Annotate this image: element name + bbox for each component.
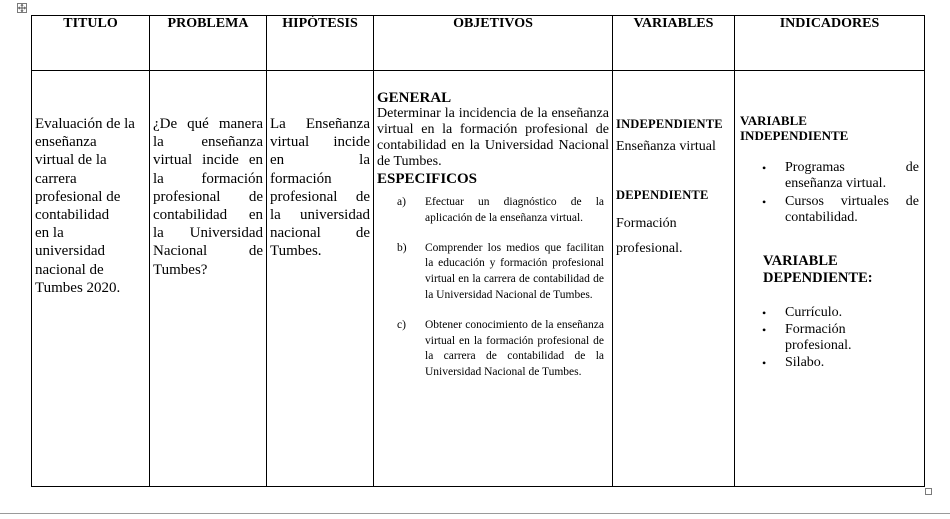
indicador-line: Currículo. [785, 305, 843, 320]
indicador-item [740, 355, 919, 371]
bullet-icon: • [762, 306, 767, 320]
hipotesis-line: profesional de [270, 188, 370, 205]
titulo-line: enseñanza [35, 134, 97, 151]
titulo-line: carrera [35, 170, 77, 187]
indicadores-content [735, 114, 924, 371]
variable-dependiente-value [616, 211, 731, 261]
titulo-text [32, 115, 149, 297]
indicador-line: Programas de [785, 160, 919, 175]
heading-line: INDEPENDIENTE [740, 127, 849, 143]
table-resize-handle[interactable] [925, 488, 932, 495]
heading-line: DEPENDIENTE: [763, 270, 873, 286]
indicador-item [740, 194, 919, 226]
problema-line: Nacional de [153, 243, 263, 260]
header-objetivos: OBJETIVOS [374, 16, 613, 71]
hipotesis-line: en la [270, 152, 370, 169]
general-heading: GENERAL [377, 90, 452, 106]
indicador-line: profesional. [785, 338, 852, 353]
titulo-cell[interactable] [32, 71, 150, 487]
titulo-line: en la [35, 225, 64, 242]
hipotesis-line: Tumbes. [270, 243, 322, 260]
indicadores-independiente-heading [740, 114, 919, 143]
indicador-item [740, 322, 919, 354]
especifico-item [377, 241, 609, 304]
problema-line: virtual incide en [153, 152, 263, 169]
list-marker: b) [397, 241, 407, 254]
header-titulo: TITULO [32, 16, 150, 71]
heading-line: VARIABLE [740, 113, 807, 128]
problema-line: Tumbes? [153, 261, 208, 278]
content-row [32, 71, 925, 487]
variable-independiente-value: Enseñanza virtual [616, 139, 716, 154]
problema-line: la formación [153, 170, 263, 187]
hipotesis-cell[interactable] [267, 71, 374, 487]
problema-cell[interactable] [150, 71, 267, 487]
indicador-item [740, 305, 919, 321]
indicadores-dependiente-heading [740, 253, 919, 287]
header-indicadores: INDICADORES [735, 16, 925, 71]
problema-line: la enseñanza [153, 134, 263, 151]
indicador-line: Silabo. [785, 355, 825, 370]
especifico-text: Efectuar un diagnóstico de la aplicación de la enseñanza virtual. [425, 196, 604, 224]
problema-line: contabilidad en [153, 207, 263, 224]
titulo-line: Tumbes 2020. [35, 279, 121, 296]
list-marker: c) [397, 318, 406, 331]
titulo-line: nacional de [35, 261, 104, 278]
header-row [32, 16, 925, 71]
indicador-line: enseñanza virtual. [785, 176, 887, 191]
bullet-icon: • [762, 356, 767, 370]
table-move-handle[interactable] [17, 3, 27, 13]
header-variables: VARIABLES [613, 16, 735, 71]
objetivos-cell[interactable] [374, 71, 613, 487]
problema-line: ¿De qué manera [153, 116, 263, 132]
variable-dependiente-label: DEPENDIENTE [616, 188, 709, 202]
hipotesis-line: nacional de [270, 225, 370, 242]
indicador-item [740, 160, 919, 192]
variable-independiente-label: INDEPENDIENTE [616, 117, 723, 131]
header-hipotesis: HIPÓTESIS [267, 16, 374, 71]
bullet-icon: • [762, 161, 767, 175]
bullet-icon: • [762, 323, 767, 337]
especifico-text: Comprender los medios que facilitan la educación y formación profesional virtual en la carrera de contabilidad de la Universidad Nacional de Tumbes. [425, 241, 604, 301]
especifico-item [377, 318, 609, 381]
hipotesis-line: la universidad [270, 207, 370, 224]
bullet-icon: • [762, 195, 767, 209]
variables-content [613, 117, 734, 261]
indicadores-independiente-list [740, 160, 919, 226]
page-bottom-divider [0, 513, 950, 514]
indicador-line: contabilidad. [785, 210, 858, 225]
indicadores-cell[interactable] [735, 71, 925, 487]
titulo-line: Evaluación de la [35, 116, 135, 132]
indicadores-dependiente-list [740, 305, 919, 371]
titulo-line: contabilidad [35, 207, 110, 224]
dependiente-value-line: profesional. [616, 241, 683, 256]
problema-text [150, 115, 266, 279]
variables-cell[interactable] [613, 71, 735, 487]
problema-line: la Universidad [153, 225, 263, 242]
header-problema: PROBLEMA [150, 16, 267, 71]
especificos-heading: ESPECIFICOS [377, 171, 478, 187]
hipotesis-line: virtual incide [270, 134, 370, 151]
indicador-line: Cursos virtuales de [785, 194, 919, 209]
titulo-line: virtual de la [35, 152, 107, 169]
especifico-text: Obtener conocimiento de la enseñanza virtual en la formación profesional de la carrera de contabilidad de la Universidad Nacional de Tumbes. [425, 318, 604, 379]
indicador-line: Formación [785, 322, 846, 337]
titulo-line: profesional de [35, 188, 121, 205]
heading-line: VARIABLE [763, 253, 838, 269]
objetivos-content [374, 90, 612, 381]
titulo-line: universidad [35, 243, 105, 260]
move-arrows-icon [18, 4, 26, 12]
hipotesis-line: La Enseñanza [270, 116, 370, 132]
hipotesis-text [267, 115, 373, 261]
especifico-item [377, 195, 609, 227]
especificos-list [377, 195, 609, 381]
hipotesis-line: formación [270, 170, 332, 187]
research-matrix-table [31, 15, 925, 487]
problema-line: profesional de [153, 188, 263, 205]
list-marker: a) [397, 196, 406, 208]
dependiente-value-line: Formación [616, 216, 677, 231]
general-text: Determinar la incidencia de la enseñanza virtual en la formación profesional de contabilidad en la Universidad Nacional de Tumbes. [377, 106, 609, 169]
